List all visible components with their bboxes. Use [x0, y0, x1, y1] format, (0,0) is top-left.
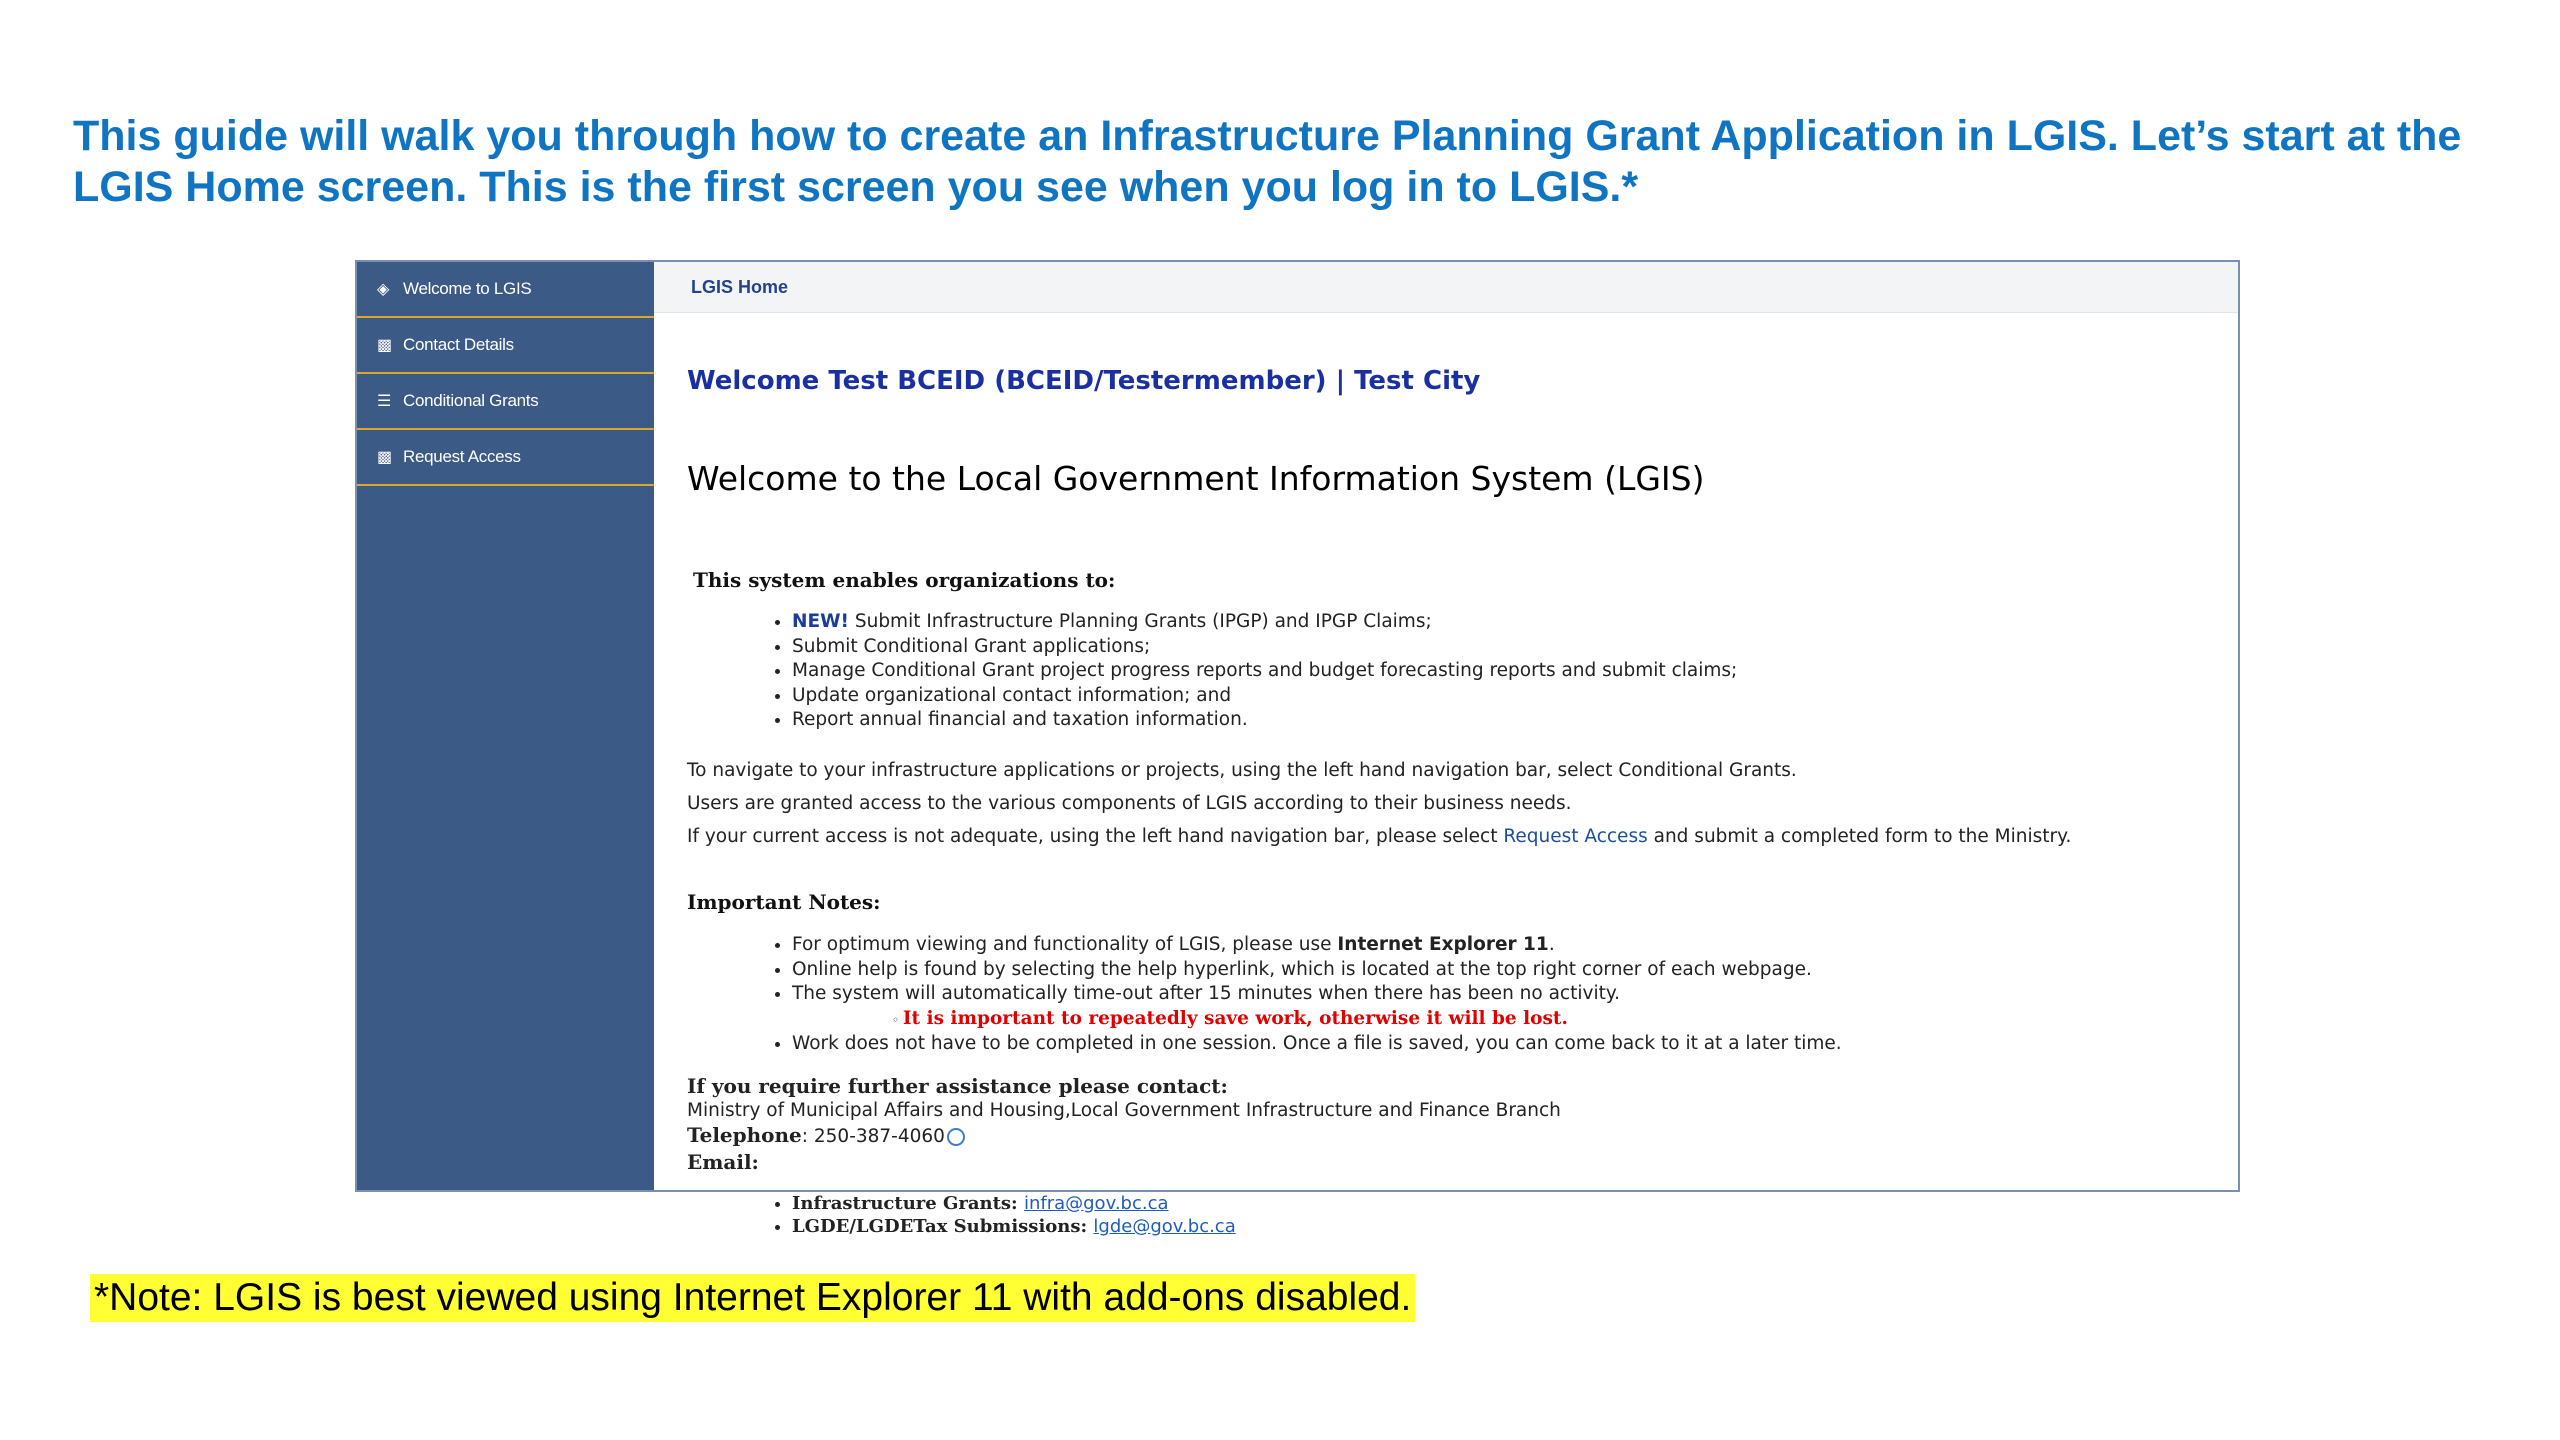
contact-block [687, 1074, 1561, 1174]
telephone-line: Telephone: 250-387-4060 [687, 1123, 1561, 1150]
list-item: • LGDE/LGDETax Submissions: lgde@gov.bc.ca [792, 1215, 1236, 1238]
list-item: • NEW! Submit Infrastructure Planning Grants (IPGP) and IPGP Claims; [792, 610, 1737, 635]
infra-email-link[interactable]: infra@gov.bc.ca [1023, 1193, 1169, 1214]
list-icon: ☰ [377, 393, 392, 410]
list-item: • Report annual financial and taxation information. [792, 708, 1737, 733]
id-card-icon: ▩ [377, 449, 392, 466]
dashboard-icon: ◈ [377, 281, 390, 298]
list-item: • Submit Conditional Grant applications; [792, 635, 1737, 660]
sidebar-item-conditional-grants[interactable] [357, 374, 654, 430]
enables-heading: This system enables organizations to: [693, 568, 1116, 592]
notes-list [777, 933, 1842, 1057]
ministry-name: Ministry of Municipal Affairs and Housing,Local Government Infrastructure and Finance Branch [687, 1099, 1561, 1121]
id-card-icon: ▩ [377, 337, 392, 354]
welcome-user-heading: Welcome Test BCEID (BCEID/Testermember) | Test City [687, 366, 1481, 396]
intro-text [73, 111, 2513, 213]
email-list [777, 1192, 1236, 1238]
sidebar [357, 262, 654, 1190]
list-item: • Update organizational contact information; and [792, 684, 1737, 709]
request-access-paragraph: If your current access is not adequate, using the left hand navigation bar, please select Request Access and submit a completed form to the Ministry. [687, 826, 2072, 847]
navigation-paragraph: To navigate to your infrastructure applications or projects, using the left hand navigation bar, select Conditional Grants. [687, 760, 1797, 781]
list-item: ◦ It is important to repeatedly save work, otherwise it will be lost. [892, 1007, 1568, 1029]
save-warning: It is important to repeatedly save work, otherwise it will be lost. [902, 1007, 1568, 1029]
list-item: • The system will automatically time-out after 15 minutes when there has been no activity. [792, 982, 1842, 1007]
sidebar-item-label: Conditional Grants [403, 391, 539, 410]
lgde-email-link[interactable]: lgde@gov.bc.ca [1093, 1216, 1236, 1237]
sidebar-item-label: Contact Details [403, 335, 514, 354]
notes-heading: Important Notes: [687, 890, 881, 914]
email-label: Email: [687, 1149, 759, 1174]
breadcrumb-home-link[interactable]: LGIS Home [691, 276, 789, 297]
sidebar-item-label: Request Access [403, 447, 521, 466]
breadcrumb [654, 262, 2238, 313]
intro-line-1: This guide will walk you through how to create an Infrastructure Planning Grant Application in LGIS. Let’s start at the [73, 112, 2462, 160]
footnote: *Note: LGIS is best viewed using Internet Explorer 11 with add-ons disabled. [90, 1274, 1415, 1322]
list-item: • Online help is found by selecting the help hyperlink, which is located at the top right corner of each webpage. [792, 958, 1842, 983]
lgis-screenshot [355, 260, 2240, 1237]
sidebar-item-contact-details[interactable] [357, 318, 654, 374]
list-item: • Work does not have to be completed in one session. Once a file is saved, you can come back to it at a later time. [792, 1032, 1842, 1057]
sidebar-item-request-access[interactable] [357, 430, 654, 486]
contact-heading: If you require further assistance please contact: [687, 1074, 1228, 1098]
intro-line-2: LGIS Home screen. This is the first screen you see when you log in to LGIS.* [73, 163, 1639, 211]
main-panel [654, 262, 2238, 1237]
cursor-icon [947, 1128, 965, 1146]
request-access-link[interactable]: Request Access [1503, 826, 1648, 847]
sidebar-item-label: Welcome to LGIS [403, 279, 532, 298]
list-item: • Infrastructure Grants: infra@gov.bc.ca [792, 1192, 1236, 1215]
access-paragraph: Users are granted access to the various components of LGIS according to their business needs. [687, 793, 1572, 814]
sidebar-item-welcome[interactable] [357, 262, 654, 318]
new-badge: NEW! [792, 611, 849, 632]
list-item: • For optimum viewing and functionality of LGIS, please use Internet Explorer 11. [792, 933, 1842, 958]
list-item: • Manage Conditional Grant project progress reports and budget forecasting reports and submit claims; [792, 659, 1737, 684]
page-title: Welcome to the Local Government Information System (LGIS) [687, 459, 1705, 498]
enables-list [777, 610, 1737, 733]
